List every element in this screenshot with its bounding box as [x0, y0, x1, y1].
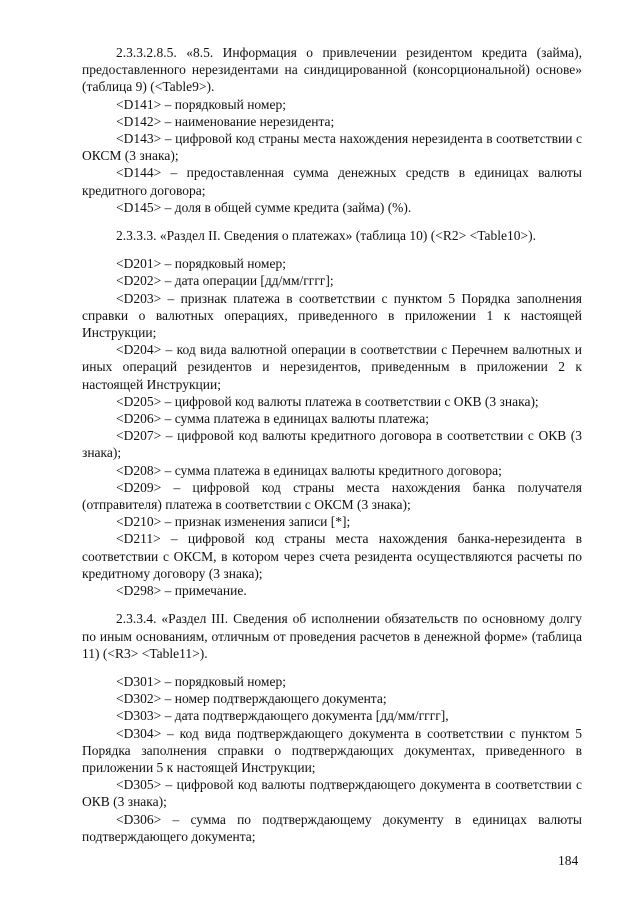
list-item: <D302> – номер подтверждающего документа; — [116, 691, 387, 707]
list-item: <D144> – предоставленная сумма денежных средств в единицах валюты кредитного договора; — [82, 165, 582, 198]
list-item: <D209> – цифровой код страны места нахождения банка получателя (отправителя) платежа в соответствии с ОКСМ (3 знака); — [82, 479, 582, 513]
section-heading: 2.3.3.4. «Раздел III. Сведения об исполнении обязательств по основному долгу по иным основаниям, отличным от проведения расчетов в денежной форме» (таблица 11) (<R3> <Table11>). — [82, 611, 582, 661]
list-item: <D207> – цифровой код валюты кредитного договора в соответствии с ОКВ (3 знака); — [82, 428, 582, 461]
list-item: <D305> – цифровой код валюты подтверждающего документа в соответствии с ОКВ (3 знака); — [82, 777, 582, 810]
section-8-5 — [82, 44, 582, 216]
list-item: <D201> – порядковый номер; — [116, 256, 286, 272]
section-2-3-3-4-items — [82, 673, 582, 845]
list-item: <D208> – сумма платежа в единицах валюты кредитного договора; — [116, 462, 502, 478]
section-heading: 2.3.3.2.8.5. «8.5. Информация о привлечении резидентом кредита (займа), предоставленного нерезидентами на синдицированной (консорциональной) основе» (таблица 9) (<Table9>). — [82, 45, 582, 95]
list-item: <D210> – признак изменения записи [*]; — [116, 514, 351, 530]
document-page — [82, 44, 582, 845]
list-item: <D202> – дата операции [дд/мм/гггг]; — [116, 273, 334, 289]
list-item: <D145> – доля в общей сумме кредита (займа) (%). — [116, 199, 412, 215]
list-item: <D143> – цифровой код страны места нахождения нерезидента в соответствии с ОКСМ (3 знака); — [82, 131, 582, 164]
list-item: <D298> – примечание. — [116, 583, 247, 599]
list-item: <D203> – признак платежа в соответствии с пунктом 5 Порядка заполнения справки о валютных операциях, приведенного в приложении 1 к настоящей Инструкции; — [82, 290, 582, 341]
page-number: 184 — [558, 853, 579, 868]
section-heading: 2.3.3.3. «Раздел II. Сведения о платежах» (таблица 10) (<R2> <Table10>). — [116, 228, 536, 244]
list-item: <D304> – код вида подтверждающего документа в соответствии с пунктом 5 Порядка заполнения справки о подтверждающих документах, приведенного в приложении 5 к настоящей Инструкции; — [82, 725, 582, 775]
list-item: <D205> – цифровой код валюты платежа в соответствии с ОКВ (3 знака); — [116, 393, 539, 409]
section-2-3-3-3-items — [82, 255, 582, 599]
list-item: <D306> – сумма по подтверждающему документу в единицах валюты подтверждающего документа; — [82, 811, 582, 844]
list-item: <D211> – цифровой код страны места нахождения банка-нерезидента в соответствии с ОКСМ, в котором через счета резидента осуществляются расчеты по кредитному договору (3 знака); — [82, 531, 582, 581]
list-item: <D204> – код вида валютной операции в соответствии с Перечнем валютных и иных операций резидентов и нерезидентов, приведенным в приложении 2 к настоящей Инструкции; — [82, 342, 582, 392]
list-item: <D303> – дата подтверждающего документа [дд/мм/гггг], — [116, 708, 449, 724]
list-item: <D206> – сумма платежа в единицах валюты платежа; — [116, 411, 429, 427]
list-item: <D301> – порядковый номер; — [116, 673, 286, 689]
list-item: <D142> – наименование нерезидента; — [116, 113, 335, 129]
section-2-3-3-4 — [82, 610, 582, 662]
list-item: <D141> – порядковый номер; — [116, 96, 286, 112]
section-2-3-3-3 — [82, 227, 582, 244]
